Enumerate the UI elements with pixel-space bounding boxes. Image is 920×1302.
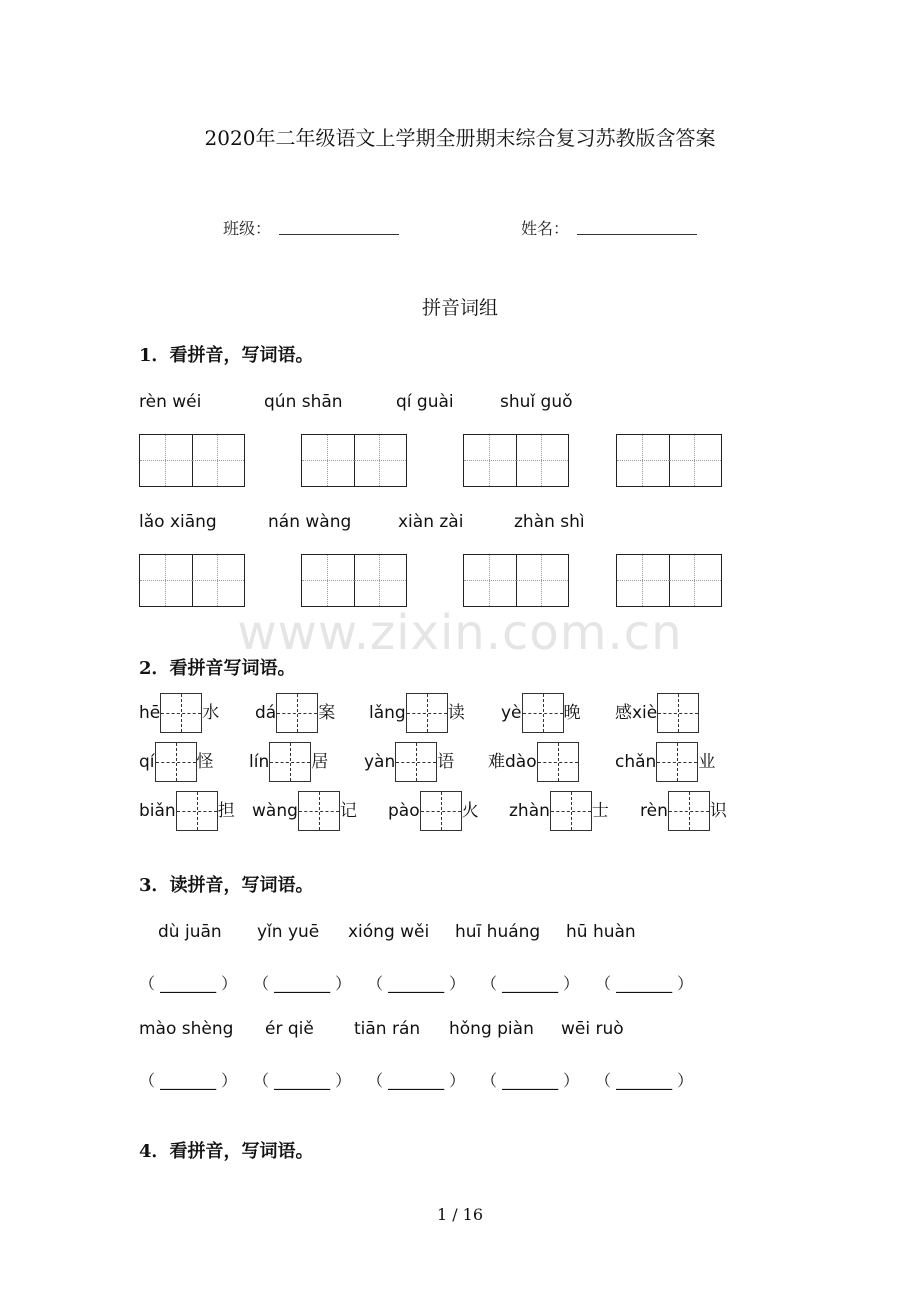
answer-blank[interactable]: （ _______ ） (253, 974, 352, 993)
name-blank[interactable] (577, 233, 697, 235)
pinyin-label: tiān rán (354, 1019, 421, 1039)
answer-blank[interactable]: （ _______ ） (253, 1071, 352, 1090)
pinyin-label: shuǐ guǒ (500, 392, 573, 412)
char-label: 语 (437, 752, 455, 772)
answer-blank[interactable]: （ _______ ） (481, 974, 580, 993)
tian-grid-answer-box[interactable] (139, 554, 245, 607)
char-answer-box[interactable] (176, 791, 218, 831)
document-title: 2020年二年级语文上学期全册期末综合复习苏教版含答案 (204, 126, 716, 150)
pinyin-label: hǒng piàn (449, 1019, 534, 1039)
char-answer-box[interactable] (657, 693, 699, 733)
pinyin-label: rèn (640, 801, 668, 821)
question-4-title: 4．看拼音，写词语。 (139, 1141, 314, 1162)
pinyin-label: chǎn (615, 752, 657, 772)
answer-blank[interactable]: （ _______ ） (367, 974, 466, 993)
class-label: 班级： (223, 219, 272, 238)
tian-grid-answer-box[interactable] (616, 434, 722, 487)
answer-blank[interactable]: （ _______ ） (595, 1071, 694, 1090)
name-label: 姓名： (521, 219, 570, 238)
char-answer-box[interactable] (155, 742, 197, 782)
fill-item (139, 742, 214, 782)
char-answer-box[interactable] (160, 693, 202, 733)
watermark: www.zixin.com.cn (237, 605, 683, 661)
char-answer-box[interactable] (395, 742, 437, 782)
fill-item (249, 742, 328, 782)
pinyin-label: nán wàng (268, 512, 352, 532)
pinyin-label: yàn (364, 752, 396, 772)
section-title: 拼音词组 (421, 297, 498, 319)
char-label: 居 (311, 752, 329, 772)
char-answer-box[interactable] (406, 693, 448, 733)
pinyin-label: xióng wěi (348, 922, 430, 942)
char-answer-box[interactable] (522, 693, 564, 733)
pinyin-label: zhàn shì (514, 512, 585, 532)
char-label: 士 (591, 801, 609, 821)
pinyin-label: 感xiè (615, 703, 658, 723)
pinyin-label: huī huáng (455, 922, 541, 942)
char-answer-box[interactable] (550, 791, 592, 831)
pinyin-label: dá (255, 703, 277, 723)
pinyin-label: hē (139, 703, 161, 723)
char-label: 识 (709, 801, 727, 821)
fill-item (615, 742, 715, 782)
char-label: 读 (447, 703, 465, 723)
char-label: 记 (339, 801, 357, 821)
pinyin-label: zhàn (509, 801, 550, 821)
class-blank[interactable] (279, 233, 399, 235)
fill-item (252, 791, 357, 831)
answer-blank[interactable]: （ _______ ） (367, 1071, 466, 1090)
char-label: 晚 (563, 703, 581, 723)
pinyin-label: dù juān (158, 922, 222, 942)
char-answer-box[interactable] (269, 742, 311, 782)
pinyin-label: mào shèng (139, 1019, 234, 1039)
char-answer-box[interactable] (298, 791, 340, 831)
fill-item (615, 693, 699, 733)
pinyin-label: biǎn (139, 801, 176, 821)
char-label: 业 (698, 752, 716, 772)
pinyin-label: lǎng (369, 703, 406, 723)
pinyin-label: qí guài (396, 392, 454, 412)
fill-item (255, 693, 335, 733)
pinyin-label: pào (388, 801, 420, 821)
answer-blank[interactable]: （ _______ ） (139, 1071, 238, 1090)
pinyin-label: 难dào (488, 752, 537, 772)
fill-item (501, 693, 581, 733)
tian-grid-answer-box[interactable] (301, 554, 407, 607)
pinyin-label: ér qiě (265, 1019, 314, 1039)
tian-grid-answer-box[interactable] (139, 434, 245, 487)
fill-item (369, 693, 465, 733)
fill-item (364, 742, 454, 782)
char-label: 案 (318, 703, 336, 723)
pinyin-label: lǎo xiāng (139, 512, 217, 532)
char-label: 水 (202, 703, 220, 723)
question-3-title: 3．读拼音，写词语。 (139, 875, 314, 896)
question-2-title: 2．看拼音写词语。 (139, 658, 296, 679)
fill-item (640, 791, 727, 831)
pinyin-label: rèn wéi (139, 392, 202, 412)
char-label: 火 (461, 801, 479, 821)
fill-item (509, 791, 609, 831)
answer-blank[interactable]: （ _______ ） (595, 974, 694, 993)
pinyin-label: yǐn yuē (257, 922, 320, 942)
answer-blank[interactable]: （ _______ ） (139, 974, 238, 993)
pinyin-label: hū huàn (566, 922, 636, 942)
tian-grid-answer-box[interactable] (463, 554, 569, 607)
pinyin-label: yè (501, 703, 522, 723)
question-1-title: 1．看拼音，写词语。 (139, 345, 314, 366)
fill-item (388, 791, 479, 831)
char-answer-box[interactable] (656, 742, 698, 782)
answer-blank[interactable]: （ _______ ） (481, 1071, 580, 1090)
pinyin-label: qí (139, 752, 155, 772)
pinyin-label: wēi ruò (561, 1019, 624, 1039)
tian-grid-answer-box[interactable] (301, 434, 407, 487)
char-answer-box[interactable] (276, 693, 318, 733)
pinyin-label: wàng (252, 801, 298, 821)
char-answer-box[interactable] (668, 791, 710, 831)
fill-item (139, 693, 219, 733)
page-number: 1 / 16 (436, 1205, 484, 1224)
pinyin-label: xiàn zài (398, 512, 464, 532)
char-answer-box[interactable] (420, 791, 462, 831)
char-label: 担 (217, 801, 235, 821)
fill-item (488, 742, 579, 782)
fill-item (139, 791, 235, 831)
pinyin-label: lín (249, 752, 270, 772)
char-label: 怪 (196, 752, 214, 772)
pinyin-label: qún shān (264, 392, 343, 412)
tian-grid-answer-box[interactable] (463, 434, 569, 487)
char-answer-box[interactable] (537, 742, 579, 782)
tian-grid-answer-box[interactable] (616, 554, 722, 607)
